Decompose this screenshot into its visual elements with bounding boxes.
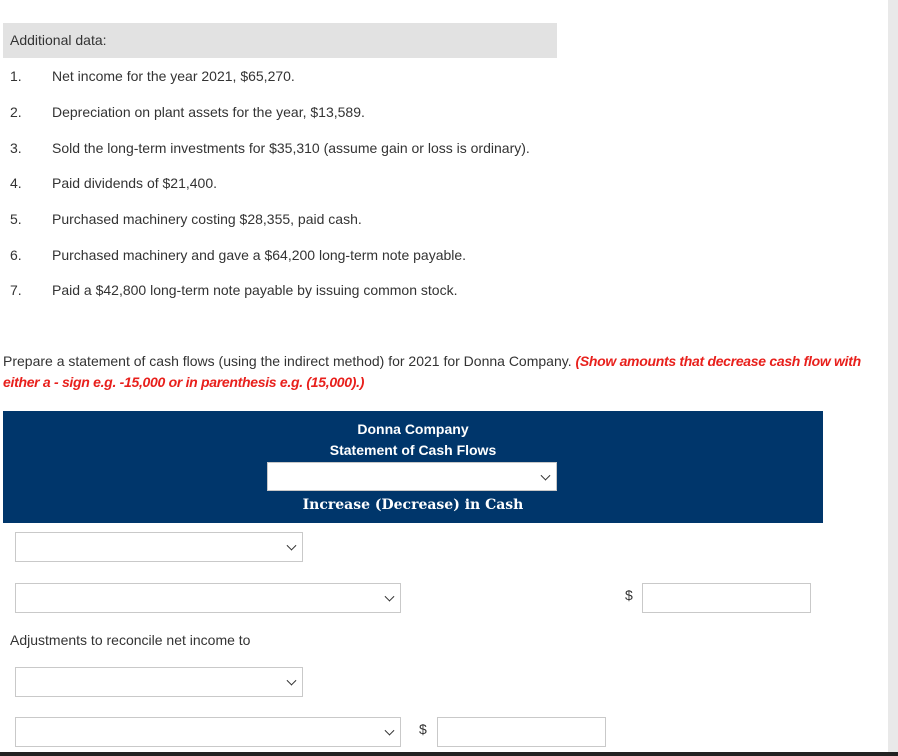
- list-item-number: 7.: [10, 282, 22, 298]
- list-item-text: Sold the long-term investments for $35,310 (assume gain or loss is ordinary).: [52, 140, 530, 156]
- company-name: Donna Company: [357, 421, 469, 437]
- list-item-number: 5.: [10, 211, 22, 227]
- chevron-down-icon: [541, 470, 551, 480]
- instruction-text: [3, 351, 883, 393]
- bottom-edge: [0, 752, 898, 756]
- period-select[interactable]: [267, 462, 557, 491]
- list-item-number: 2.: [10, 104, 22, 120]
- list-item-text: Depreciation on plant assets for the year, $13,589.: [52, 104, 365, 120]
- amount-input-4[interactable]: [437, 717, 606, 747]
- statement-title: Statement of Cash Flows: [329, 442, 497, 458]
- currency-symbol: $: [625, 587, 633, 603]
- page-scroll-gutter: [888, 0, 898, 756]
- list-item-text: Net income for the year 2021, $65,270.: [52, 68, 295, 84]
- line-item-select-4[interactable]: [15, 717, 401, 747]
- line-item-select-1[interactable]: [15, 532, 303, 562]
- line-item-select-3[interactable]: [15, 667, 303, 697]
- statement-header-panel: [3, 411, 823, 523]
- instruction-main: Prepare a statement of cash flows (using the indirect method) for 2021 for Donna Company.: [3, 353, 572, 369]
- chevron-down-icon: [385, 592, 395, 602]
- chevron-down-icon: [287, 541, 297, 551]
- line-item-select-2[interactable]: [15, 583, 401, 613]
- instruction-note: (Show amounts that decrease cash flow with either a - sign e.g. -15,000 or in parenthesis e.g. (15,000).): [3, 353, 861, 390]
- list-item-text: Paid a $42,800 long-term note payable by issuing common stock.: [52, 282, 458, 298]
- chevron-down-icon: [385, 726, 395, 736]
- adjustments-label: Adjustments to reconcile net income to: [10, 632, 251, 648]
- list-item-text: Purchased machinery costing $28,355, paid cash.: [52, 211, 362, 227]
- list-item-number: 1.: [10, 68, 22, 84]
- list-item-number: 4.: [10, 175, 22, 191]
- additional-data-title: Additional data:: [10, 32, 107, 48]
- additional-data-header: [3, 23, 557, 58]
- currency-symbol: $: [419, 721, 427, 737]
- chevron-down-icon: [287, 676, 297, 686]
- list-item-number: 6.: [10, 247, 22, 263]
- list-item-text: Paid dividends of $21,400.: [52, 175, 218, 191]
- list-item-text: Purchased machinery and gave a $64,200 long-term note payable.: [52, 247, 467, 263]
- amount-input-2[interactable]: [642, 583, 811, 613]
- list-item-number: 3.: [10, 140, 22, 156]
- column-header: Increase (Decrease) in Cash: [302, 497, 524, 513]
